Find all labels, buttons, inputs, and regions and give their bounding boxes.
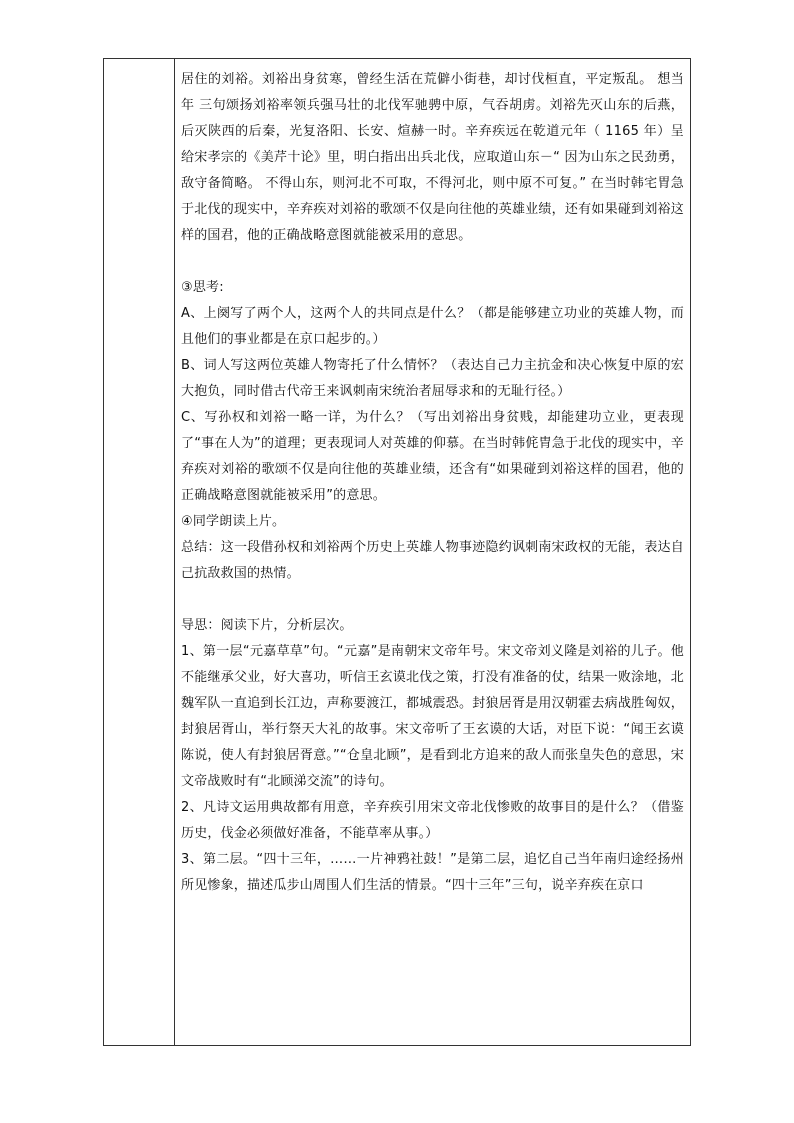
question-b: B、词人写这两位英雄人物寄托了什么情怀？（表达自己力主抗金和决心恢复中原的宏大抱负，同时借古代帝王来讽刺南宋统治者屈辱求和的无耻行径。） <box>181 358 684 399</box>
question-c: C、写孙权和刘裕一略一详，为什么？（写出刘裕出身贫贱，却能建功立业，更表现了“事在人为”的道理；更表现词人对英雄的仰慕。在当时韩侂胄急于北伐的现实中，辛弃疾对刘裕的歌颂不仅是向往他的英雄业绩，还含有“如果碰到刘裕这样的国君，他的正确战略意图就能被采用”的意思。 <box>181 410 684 503</box>
paragraph-liuyu: 居住的刘裕。刘裕出身贫寒，曾经生活在荒僻小街巷，却讨伐桓直，平定叛乱。 想当年 三句颂扬刘裕率领兵强马壮的北伐军驰骋中原，气吞胡虏。刘裕先灭山东的后燕，后灭陕西的后秦，光复洛阳、长安、煊赫一时。辛弃疾远在乾道元年（ 1165 年）呈给宋孝宗的《美芹十论》里，明白指出出兵北伐，应取道山东－“ 因为山东之民劲勇，敌守备简略。 不得山东，则河北不可取，不得河北，则中原不可复。” 在当时韩宅胃急于北伐的现实中，辛弃疾对刘裕的歌颂不仅是向往他的英雄业绩，还有如果碰到刘裕这样的国君，他的正确战略意图就能被采用的意思。 <box>181 72 684 243</box>
reading-instruction: ④同学朗读上片。 <box>181 514 286 529</box>
guide-heading: 导思：阅读下片，分析层次。 <box>181 618 353 633</box>
summary: 总结：这一段借孙权和刘裕两个历史上英雄人物事迹隐约讽刺南宋政权的无能，表达自己抗敌救国的热情。 <box>181 540 684 581</box>
label-column <box>104 59 175 1045</box>
layer-two: 3、第二层。“四十三年，……一片神鸦社鼓！”是第二层，追忆自己当年南归途经扬州所见惨象，描述瓜步山周围人们生活的情景。“四十三年”三句，说辛弃疾在京口 <box>181 852 684 893</box>
spacer <box>181 587 684 613</box>
content-column <box>175 59 690 1045</box>
lesson-table <box>103 58 691 1046</box>
layer-purpose: 2、凡诗文运用典故都有用意，辛弃疾引用宋文帝北伐惨败的故事目的是什么？（借鉴历史，伐金必须做好准备，不能草率从事。） <box>181 800 684 841</box>
heading-thinking: ③思考: <box>181 280 224 295</box>
question-a: A、上阕写了两个人，这两个人的共同点是什么？（都是能够建立功业的英雄人物，而且他们的事业都是在京口起步的。） <box>181 306 684 347</box>
layer-one: 1、第一层“元嘉草草”句。“元嘉”是南朝宋文帝年号。宋文帝刘义隆是刘裕的儿子。他不能继承父业，好大喜功，听信王玄谟北伐之策，打没有准备的仗，结果一败涂地，北魏军队一直追到长江边，声称要渡江，都城震恐。封狼居胥是用汉朝霍去病战胜匈奴，封狼居胥山，举行祭天大礼的故事。宋文帝听了王玄谟的大话，对臣下说：“闻王玄谟陈说，使人有封狼居胥意。”“仓皇北顾”，是看到北方追来的敌人而张皇失色的意思，宋文帝战败时有“北顾涕交流”的诗句。 <box>181 644 684 789</box>
spacer <box>181 249 684 275</box>
